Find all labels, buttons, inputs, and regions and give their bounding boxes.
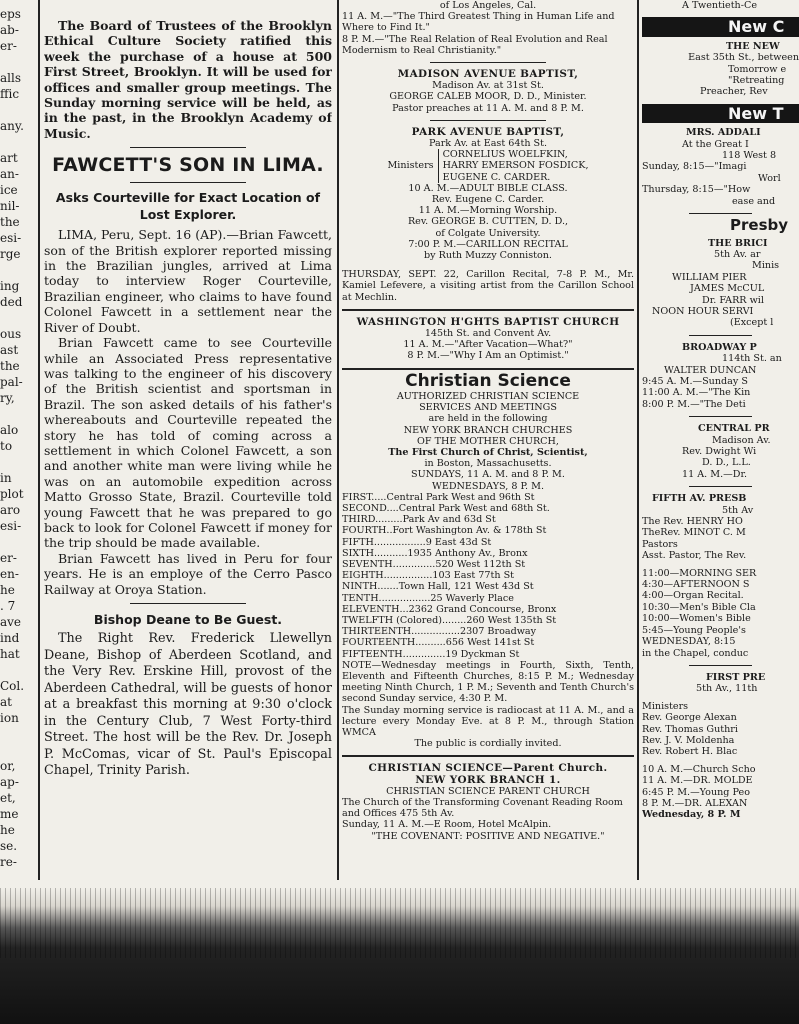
listing-text: 4:00—Organ Recital. bbox=[642, 590, 744, 602]
fragment-text: er- bbox=[0, 39, 17, 53]
minister-name: EUGENE C. CARDER. bbox=[442, 171, 551, 183]
divider bbox=[342, 368, 634, 370]
fragment-text: any. bbox=[0, 119, 24, 133]
fragment-text: re- bbox=[0, 855, 17, 869]
deane-paragraph: The Right Rev. Frederick Llewellyn Deane, Bishop of Aberdeen Scotland, and the Very Rev. Erskine Hill, provost of the Aberdeen Cathedral, will be guests of honor at a breakfast this morning at 9:30 o'clock in the Century Club, 7 West Forty-third Street. The host will be the Rev. Dr. Joseph P. McComas, vicar of St. Paul's Episcopal Chapel, Trinity Parish. bbox=[44, 631, 332, 778]
listing-text: 5th Av., 11th bbox=[696, 683, 758, 695]
fragment-text: hat bbox=[0, 647, 20, 661]
listing-text: NOTE—Wednesday meetings in Fourth, Sixth, Tenth, Eleventh and Fifteenth Churches, 8:15 P. M.; Wednesday meeting Ninth Church, 1 P. M.; Seventh and Tenth Church's second Sunday service, 4:30 P. M. bbox=[342, 659, 634, 705]
fragment-text: ffic bbox=[0, 87, 20, 101]
fragment-text: the bbox=[0, 359, 20, 373]
fragment-text: aro bbox=[0, 503, 21, 517]
fragment-text: ry, bbox=[0, 391, 15, 405]
divider bbox=[430, 62, 547, 63]
fawcett-paragraph: Brian Fawcett came to see Courteville while an Associated Press representative was talking to the engineer of his discovery of the British scientist and sportsman in Brazil. The son asked details of his father's whereabouts and Courteville repeated the story he has told of coming across a settlement in which Colonel Fawcett, a son and another white man were living while he was on an automobile expedition across Matto Grosso State, Brazil. Courteville told young Fawcett that he was prepared to go back to look for Colonel Fawcett if money for the trip should be made available. bbox=[44, 335, 332, 551]
listing-heading: CENTRAL PR bbox=[698, 423, 770, 435]
listing-heading: BROADWAY P bbox=[682, 341, 757, 353]
listing-text: are held in the following bbox=[428, 413, 548, 425]
listing-text: by Ruth Muzzy Conniston. bbox=[423, 250, 552, 262]
listing-text: (Except l bbox=[730, 317, 774, 329]
minister-name: CORNELIUS WOELFKIN, bbox=[442, 149, 568, 161]
listing-text: SUNDAYS, 11 A. M. and 8 P. M. bbox=[411, 469, 565, 481]
fragment-text: en- bbox=[0, 567, 19, 581]
listing-heading: MRS. ADDALI bbox=[686, 127, 761, 139]
listing-text: WEDNESDAY, 8:15 bbox=[642, 636, 736, 648]
fragment-text: et, bbox=[0, 791, 16, 805]
divider bbox=[430, 120, 547, 121]
church-entry: FIRST.....Central Park West and 96th St bbox=[342, 491, 535, 503]
church-entry: TENTH.................25 Waverly Place bbox=[342, 592, 514, 604]
divider bbox=[689, 213, 752, 214]
parent-church-heading: CHRISTIAN SCIENCE—Parent Church. bbox=[368, 762, 608, 775]
listing-text: Park Av. at East 64th St. bbox=[428, 138, 548, 150]
christian-science-heading: Christian Science bbox=[405, 370, 571, 391]
church-list bbox=[342, 492, 634, 660]
listing-text: WEDNESDAYS, 8 P. M. bbox=[431, 480, 545, 492]
listing-text: "Retreating bbox=[728, 75, 785, 87]
listing-text: Worl bbox=[758, 172, 781, 184]
listing-text: Dr. FARR wil bbox=[702, 294, 764, 306]
fragment-text: ast bbox=[0, 343, 19, 357]
listing-text: The Rev. HENRY HO bbox=[642, 516, 743, 528]
ministers-list bbox=[438, 149, 589, 183]
ministers-label: Ministers bbox=[387, 160, 434, 172]
church-entry: THIRD.........Park Av and 63d St bbox=[342, 514, 496, 526]
listing-text: Sunday, 11 A. M.—E Room, Hotel McAlpin. bbox=[342, 819, 552, 831]
listing-heading: FIRST PRE bbox=[706, 671, 766, 683]
listing-text: Ministers bbox=[642, 700, 689, 712]
listing-heading: THE NEW bbox=[726, 40, 780, 52]
listing-text: 8 P. M.—"Why I Am an Optimist." bbox=[407, 350, 569, 362]
fragment-text bbox=[0, 726, 36, 742]
listing-text: "THE COVENANT: POSITIVE AND NEGATIVE." bbox=[371, 830, 605, 842]
listing-text: The Sunday morning service is radiocast at 11 A. M., and a lecture every Monday Eve. at 8 P. M., through Station WMCA bbox=[342, 704, 634, 738]
listing-text: in the Chapel, conduc bbox=[642, 647, 749, 659]
listing-text: Pastor preaches at 11 A. M. and 8 P. M. bbox=[392, 102, 584, 114]
listing-text: 10:30—Men's Bible Cla bbox=[642, 601, 756, 613]
fragment-text bbox=[0, 134, 36, 150]
washington-heading: WASHINGTON H'GHTS BAPTIST CHURCH bbox=[356, 315, 620, 328]
listing-text: THURSDAY, SEPT. 22, Carillon Recital, 7-8 P. M., Mr. Kamiel Lefevere, a visiting artist from the Carillon School at Mechlin. bbox=[342, 269, 634, 303]
fragment-text: he bbox=[0, 823, 15, 837]
listing-text: Rev. GEORGE B. CUTTEN, D. D., bbox=[407, 216, 569, 228]
listing-text: AUTHORIZED CHRISTIAN SCIENCE bbox=[396, 390, 580, 402]
minister-name: HARRY EMERSON FOSDICK, bbox=[442, 160, 589, 172]
fragment-text: ded bbox=[0, 295, 23, 309]
listing-text: Thursday, 8:15—"How bbox=[642, 184, 751, 196]
listing-text: 4:30—AFTERNOON S bbox=[642, 579, 750, 591]
listing-text: 11 A. M.—"The Third Greatest Thing in Human Life and Where to Find It." bbox=[342, 11, 615, 34]
fragment-text: ab- bbox=[0, 23, 19, 37]
fragment-text bbox=[0, 262, 36, 278]
listing-text: 8 P. M.—DR. ALEXAN bbox=[642, 797, 748, 809]
fragment-text: at bbox=[0, 695, 12, 709]
fragment-text: ous bbox=[0, 327, 22, 341]
listing-text: 8:00 P. M.—"The Deti bbox=[642, 398, 746, 410]
listing-text: 118 West 8 bbox=[722, 150, 777, 162]
left-fragment-column bbox=[0, 6, 36, 870]
listing-text: 6:45 P. M.—Young Peo bbox=[642, 786, 750, 798]
listing-text: 10 A. M.—Church Scho bbox=[642, 763, 756, 775]
divider bbox=[130, 603, 245, 604]
fragment-text: the bbox=[0, 215, 20, 229]
listing-text: 8 P. M.—"The Real Relation of Real Evolution and Real Modernism to Real Christianity." bbox=[342, 33, 608, 56]
church-entry: THIRTEENTH................2307 Broadway bbox=[342, 626, 537, 638]
madison-heading: MADISON AVENUE BAPTIST, bbox=[397, 68, 579, 81]
fragment-text: Col. bbox=[0, 679, 25, 693]
listing-text: Rev. Dwight Wi bbox=[682, 446, 757, 457]
listing-text: 5th Av. ar bbox=[714, 248, 761, 260]
fawcett-subhead: Asks Courteville for Exact Location of Lost Explorer. bbox=[55, 190, 321, 223]
listing-text: SERVICES AND MEETINGS bbox=[419, 402, 557, 414]
fawcett-paragraph: Brian Fawcett has lived in Peru for four years. He is an employe of the Cerro Pasco Railway at Oroya Station. bbox=[44, 550, 332, 597]
column-rule bbox=[637, 0, 639, 880]
church-entry: FIFTEENTH..............19 Dyckman St bbox=[342, 648, 520, 660]
fragment-text: plot bbox=[0, 487, 24, 501]
listing-text: The public is cordially invited. bbox=[414, 738, 562, 750]
divider bbox=[342, 755, 634, 757]
fragment-text: esi- bbox=[0, 231, 22, 245]
fragment-text: pal- bbox=[0, 375, 23, 389]
listing-text: NEW YORK BRANCH CHURCHES bbox=[403, 424, 573, 436]
listing-text: 5:45—Young People's bbox=[642, 624, 746, 636]
church-entry: ELEVENTH...2362 Grand Concourse, Bronx bbox=[342, 603, 557, 615]
listing-text: Madison Av. bbox=[712, 434, 771, 446]
listing-text: Wednesday, 8 P. M bbox=[642, 809, 741, 821]
church-entry: EIGHTH................103 East 77th St bbox=[342, 570, 515, 582]
divider bbox=[130, 182, 245, 183]
fragment-text bbox=[0, 310, 36, 326]
listing-text: Rev. Thomas Guthri bbox=[642, 723, 738, 735]
listing-text: 11 A. M.—DR. MOLDE bbox=[642, 775, 753, 787]
fragment-text bbox=[0, 406, 36, 422]
listing-text: 11:00 A. M.—"The Kin bbox=[642, 387, 751, 399]
right-listings-column bbox=[642, 0, 799, 821]
fragment-text: me bbox=[0, 807, 19, 821]
fragment-text: ap- bbox=[0, 775, 19, 789]
listing-text: 11 A. M.—Dr. bbox=[682, 468, 748, 480]
divider bbox=[342, 309, 634, 311]
listing-text: Rev. George Alexan bbox=[642, 712, 737, 724]
fragment-text bbox=[0, 54, 36, 70]
listing-text: Rev. J. V. Moldenha bbox=[642, 734, 735, 746]
listing-text: OF THE MOTHER CHURCH, bbox=[417, 435, 559, 447]
fragment-text: in bbox=[0, 471, 12, 485]
listing-text: of Los Angeles, Cal. bbox=[439, 0, 537, 11]
listing-text: Rev. Robert H. Blac bbox=[642, 746, 738, 758]
listing-text: Preacher, Rev bbox=[700, 86, 768, 98]
divider bbox=[689, 416, 752, 417]
divider bbox=[689, 665, 752, 666]
fragment-text: esi- bbox=[0, 519, 22, 533]
listing-text: East 35th St., between bbox=[688, 52, 799, 64]
listing-text: 11 A. M.—Morning Worship. bbox=[418, 205, 558, 217]
fragment-text: alo bbox=[0, 423, 19, 437]
church-listings-column bbox=[342, 0, 634, 842]
listing-text: TheRev. MINOT C. M bbox=[642, 527, 746, 539]
church-entry: SEVENTH..............520 West 112th St bbox=[342, 558, 526, 570]
listing-text: in Boston, Massachusetts. bbox=[424, 458, 552, 470]
listing-text: Rev. Eugene C. Carder. bbox=[431, 194, 545, 206]
listing-text: Sunday, 8:15—"Imagi bbox=[642, 161, 747, 173]
listing-text: Asst. Pastor, The Rev. bbox=[642, 550, 747, 562]
fragment-text bbox=[0, 742, 36, 758]
park-heading: PARK AVENUE BAPTIST, bbox=[411, 125, 565, 138]
ethical-culture-notice: The Board of Trustees of the Brooklyn Ethical Culture Society ratified this week the purchase of a house at 500 First Street, Brooklyn. It will be used for offices and smaller group meetings. The Sunday morning service will be held, as in the past, in the Brooklyn Academy of Music. bbox=[44, 18, 332, 141]
listing-text: WALTER DUNCAN bbox=[664, 364, 757, 376]
fragment-text: he bbox=[0, 583, 15, 597]
listing-heading: THE BRICI bbox=[708, 237, 768, 249]
fragment-text: rge bbox=[0, 247, 21, 261]
listing-text: D. D., L.L. bbox=[702, 457, 751, 469]
listing-text: JAMES McCUL bbox=[690, 283, 765, 295]
church-entry: FIFTH.................9 East 43d St bbox=[342, 536, 492, 548]
fragment-text: or, bbox=[0, 759, 16, 773]
church-entry: SIXTH...........1935 Anthony Av., Bronx bbox=[342, 547, 528, 559]
fragment-text: to bbox=[0, 439, 13, 453]
listing-text: 7:00 P. M.—CARILLON RECITAL bbox=[408, 238, 568, 250]
listing-text: 10 A. M.—ADULT BIBLE CLASS. bbox=[408, 182, 568, 194]
listing-text: CHRISTIAN SCIENCE PARENT CHURCH bbox=[386, 785, 590, 797]
church-entry: FOURTH..Fort Washington Av. & 178th St bbox=[342, 525, 547, 537]
listing-text: Pastors bbox=[642, 538, 678, 550]
section-banner: New T bbox=[642, 104, 799, 123]
column-rule bbox=[337, 0, 339, 880]
presbyterian-heading: Presby bbox=[730, 216, 789, 235]
divider bbox=[689, 335, 752, 336]
listing-text: 114th St. an bbox=[722, 353, 782, 365]
fragment-text: ice bbox=[0, 183, 18, 197]
listing-text: The Church of the Transforming Covenant Reading Room and Offices 475 5th Av. bbox=[342, 797, 623, 820]
page-edge-shadow bbox=[0, 888, 799, 1024]
fragment-text: alls bbox=[0, 71, 21, 85]
article-column bbox=[44, 0, 332, 780]
listing-text: WILLIAM PIER bbox=[672, 271, 747, 283]
listing-text: 11 A. M.—"After Vacation—What?" bbox=[403, 339, 573, 351]
church-entry: TWELFTH (Colored)........260 West 135th St bbox=[342, 614, 557, 626]
divider bbox=[689, 486, 752, 487]
listing-text: of Colgate University. bbox=[435, 227, 541, 239]
fragment-text: nil- bbox=[0, 199, 20, 213]
fragment-text: se. bbox=[0, 839, 18, 853]
listing-text: GEORGE CALEB MOOR, D. D., Minister. bbox=[389, 91, 587, 103]
listing-text: 5th Av bbox=[722, 504, 754, 516]
section-banner: New C bbox=[642, 17, 799, 36]
parent-church-subheading: NEW YORK BRANCH 1. bbox=[415, 773, 561, 786]
listing-heading: FIFTH AV. PRESB bbox=[652, 493, 747, 505]
fragment-text bbox=[0, 662, 36, 678]
deane-headline: Bishop Deane to Be Guest. bbox=[93, 612, 283, 627]
fragment-text: eps bbox=[0, 7, 21, 21]
listing-text: 145th St. and Convent Av. bbox=[424, 328, 552, 340]
fragment-text: an- bbox=[0, 167, 19, 181]
listing-text: Minis bbox=[752, 260, 780, 272]
fragment-text: art bbox=[0, 151, 18, 165]
listing-text: 11:00—MORNING SER bbox=[642, 567, 757, 579]
listing-text: NOON HOUR SERVI bbox=[652, 305, 754, 317]
listing-text: 10:00—Women's Bible bbox=[642, 613, 751, 625]
listing-text: Tomorrow e bbox=[728, 63, 787, 75]
fragment-text: ion bbox=[0, 711, 19, 725]
listing-text: A Twentieth-Ce bbox=[682, 0, 757, 11]
fawcett-paragraph: LIMA, Peru, Sept. 16 (AP).—Brian Fawcett, son of the British explorer reported missing in the Brazilian jungles, arrived at Lima today to interview Roger Courteville, Brazilian engineer, who claims to have found Colonel Fawcett in a settlement near the River of Doubt. bbox=[44, 227, 332, 335]
listing-text: ease and bbox=[732, 195, 776, 207]
divider bbox=[130, 147, 245, 148]
fragment-text: er- bbox=[0, 551, 17, 565]
fragment-text: ind bbox=[0, 631, 20, 645]
column-rule bbox=[38, 0, 40, 880]
fragment-text: ing bbox=[0, 279, 20, 293]
church-entry: FOURTEENTH..........656 West 141st St bbox=[342, 637, 535, 649]
listing-text: Madison Av. at 31st St. bbox=[432, 80, 544, 92]
fawcett-headline: FAWCETT'S SON IN LIMA. bbox=[52, 154, 324, 177]
fragment-text bbox=[0, 534, 36, 550]
listing-text: At the Great I bbox=[682, 138, 749, 150]
fragment-text: ave bbox=[0, 615, 22, 629]
listing-text: The First Church of Christ, Scientist, bbox=[388, 446, 588, 458]
fragment-text: . 7 bbox=[0, 599, 16, 613]
fragment-text bbox=[0, 454, 36, 470]
ministers-group bbox=[342, 149, 634, 183]
church-entry: SECOND....Central Park West and 68th St. bbox=[342, 502, 550, 514]
church-entry: NINTH.......Town Hall, 121 West 43d St bbox=[342, 581, 534, 593]
fragment-text bbox=[0, 102, 36, 118]
listing-text: 9:45 A. M.—Sunday S bbox=[642, 375, 748, 387]
